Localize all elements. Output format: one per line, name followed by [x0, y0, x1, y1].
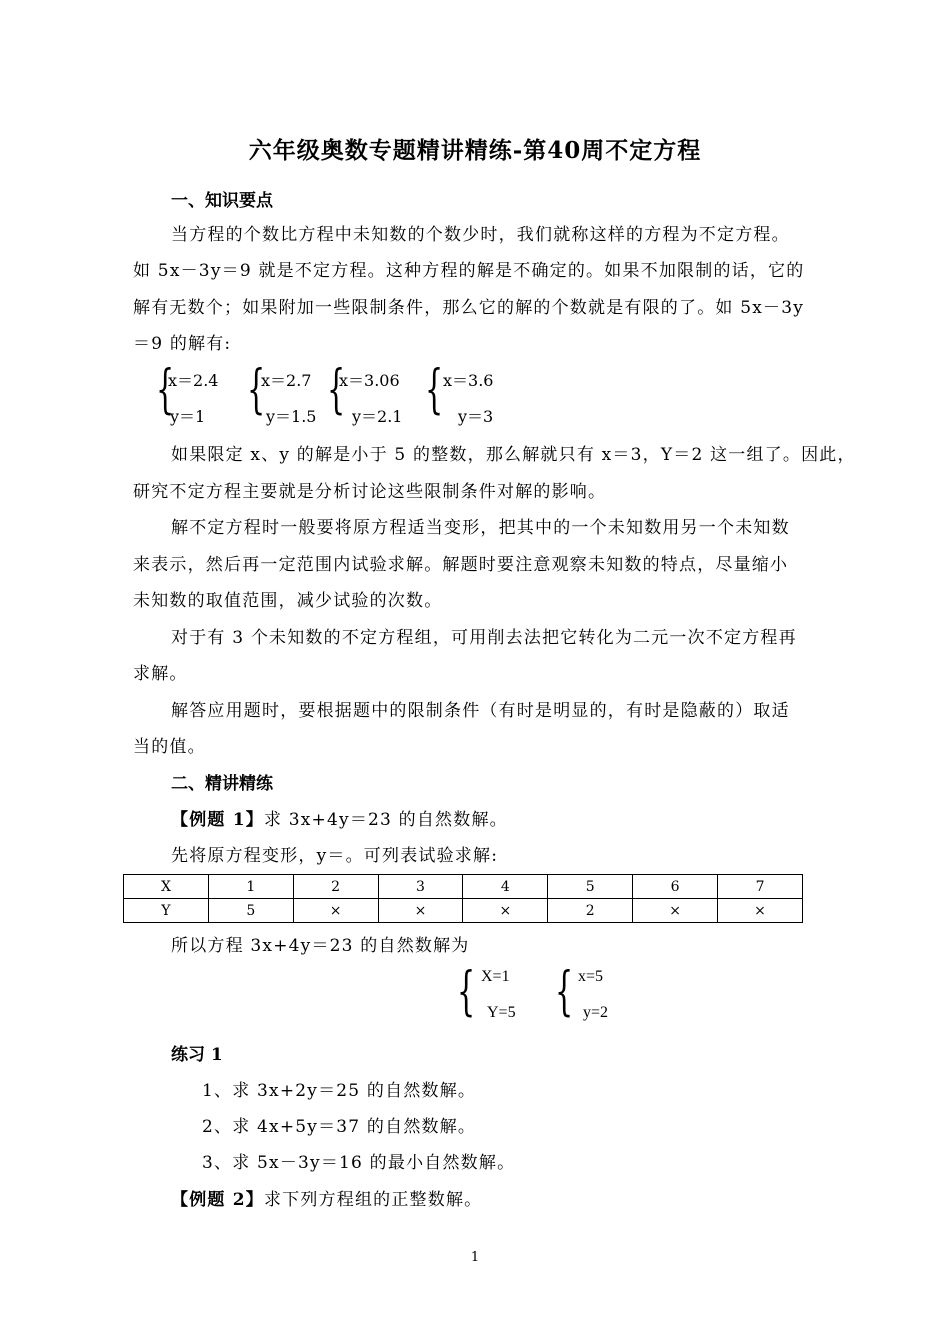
paragraph-line: ＝9 的解有:	[133, 334, 232, 354]
table-cell: ×	[463, 899, 548, 923]
solution-x: x＝2.7	[261, 371, 312, 390]
table-cell: X	[124, 875, 209, 899]
solution-y: y＝1	[170, 407, 206, 426]
answer-x: x=5	[578, 968, 604, 985]
example-text: 求下列方程组的正整数解。	[263, 1190, 483, 1210]
page-title: 六年级奥数专题精讲精练-第40周不定方程	[248, 137, 702, 164]
example-2	[171, 1185, 482, 1210]
table-cell: 6	[633, 875, 718, 899]
paragraph-line: 解答应用题时，要根据题中的限制条件（有时是明显的，有时是隐蔽的）取适	[171, 701, 790, 721]
solution-x: x＝3.06	[339, 371, 400, 390]
solution-y: y＝1.5	[266, 407, 317, 426]
section-heading-practice: 二、精讲精练	[171, 774, 273, 794]
table-cell: ×	[293, 899, 378, 923]
solution-x: x＝3.6	[443, 371, 494, 390]
table-cell: 3	[378, 875, 463, 899]
table-cell: 1	[208, 875, 293, 899]
paragraph-line: 研究不定方程主要就是分析讨论这些限制条件对解的影响。	[133, 482, 607, 502]
brace-icon: {	[555, 962, 574, 1022]
paragraph-line: 当的值。	[133, 737, 206, 757]
paragraph-line: 对于有 3 个未知数的不定方程组，可用削去法把它转化为二元一次不定方程再	[171, 628, 797, 648]
paragraph-line: 未知数的取值范围，减少试验的次数。	[133, 591, 443, 611]
table-cell: 2	[548, 899, 633, 923]
brace-icon: {	[327, 360, 346, 420]
table-cell: ×	[378, 899, 463, 923]
brace-icon: {	[156, 360, 175, 420]
page-number: 1	[470, 1250, 480, 1265]
brace-icon: {	[457, 962, 476, 1022]
example-step: 先将原方程变形，y＝。可列表试验求解:	[171, 846, 499, 866]
solution-y: y＝2.1	[352, 407, 403, 426]
paragraph-line: 如果限定 x、y 的解是小于 5 的整数，那么解就只有 x＝3，Y＝2 这一组了。因此，	[171, 445, 856, 465]
paragraph-line: 求解。	[133, 664, 188, 684]
practice-item: 3、求 5x－3y＝16 的最小自然数解。	[202, 1153, 516, 1173]
table-cell: 4	[463, 875, 548, 899]
practice-heading: 练习 1	[171, 1045, 223, 1065]
table-cell: 5	[208, 899, 293, 923]
table-cell: Y	[124, 899, 209, 923]
table-cell: 5	[548, 875, 633, 899]
paragraph-line: 当方程的个数比方程中未知数的个数少时，我们就称这样的方程为不定方程。	[171, 225, 790, 245]
answer-y: y=2	[583, 1004, 609, 1021]
answer-x: X=1	[481, 968, 510, 985]
example-label: 【例题 2】	[171, 1190, 264, 1210]
practice-item: 1、求 3x+2y＝25 的自然数解。	[202, 1081, 477, 1101]
paragraph-line: 如 5x－3y＝9 就是不定方程。这种方程的解是不确定的。如果不加限制的话，它的	[133, 261, 805, 281]
paragraph-line: 来表示，然后再一定范围内试验求解。解题时要注意观察未知数的特点，尽量缩小	[133, 555, 789, 575]
solution-x: x＝2.4	[168, 371, 219, 390]
table-row	[124, 899, 803, 923]
table-cell: ×	[718, 899, 803, 923]
example-conclusion: 所以方程 3x+4y＝23 的自然数解为	[171, 936, 470, 956]
trial-table	[123, 874, 803, 923]
table-cell: 7	[718, 875, 803, 899]
table-cell: ×	[633, 899, 718, 923]
paragraph-line: 解有无数个；如果附加一些限制条件，那么它的解的个数就是有限的了。如 5x－3y	[133, 298, 805, 318]
brace-icon: {	[425, 360, 444, 420]
answer-y: Y=5	[487, 1004, 516, 1021]
practice-item: 2、求 4x+5y＝37 的自然数解。	[202, 1117, 477, 1137]
solution-y: y＝3	[458, 407, 494, 426]
table-cell: 2	[293, 875, 378, 899]
brace-icon: {	[247, 360, 266, 420]
example-text: 求 3x+4y＝23 的自然数解。	[263, 810, 508, 830]
table-row	[124, 875, 803, 899]
paragraph-line: 解不定方程时一般要将原方程适当变形，把其中的一个未知数用另一个未知数	[171, 518, 790, 538]
section-heading-knowledge: 一、知识要点	[171, 191, 273, 211]
example-label: 【例题 1】	[171, 810, 264, 830]
example-1	[171, 805, 508, 830]
